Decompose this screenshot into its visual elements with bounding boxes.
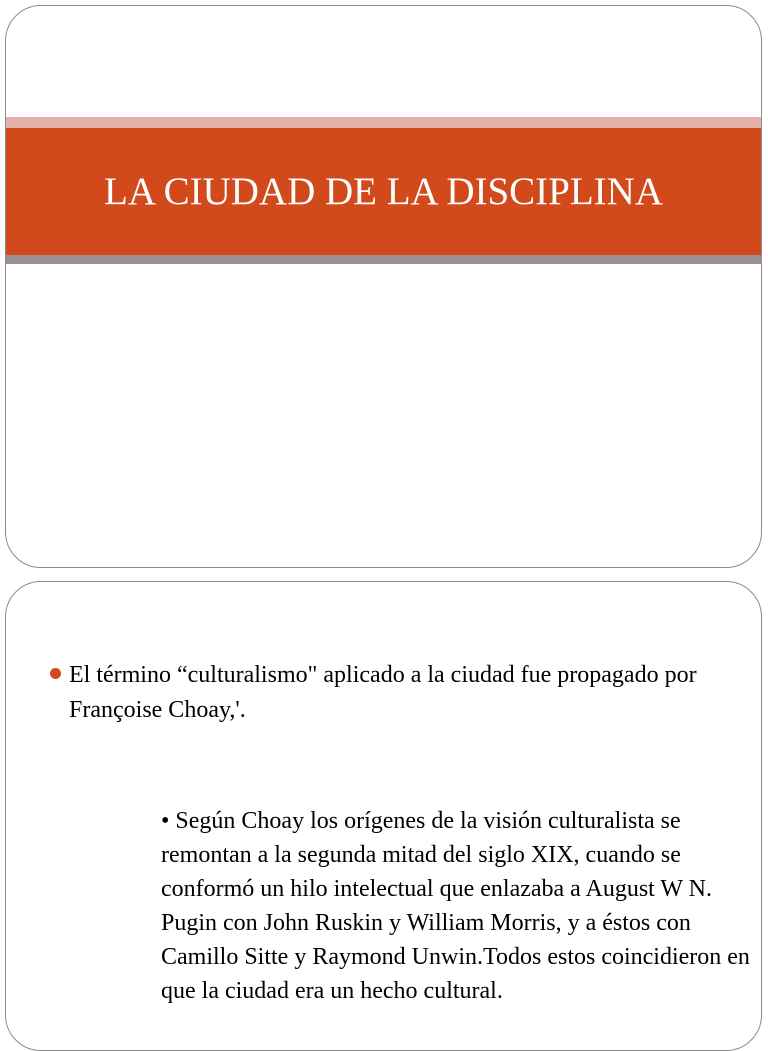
bullet-dot-icon	[50, 668, 61, 679]
slide-title: LA CIUDAD DE LA DISCIPLINA	[104, 170, 663, 213]
body-paragraph: • Según Choay los orígenes de la visión culturalista se remontan a la segunda mitad del siglo XIX, cuando se conformó un hilo intelectual que enlazaba a August W N. Pugin con John Ruskin y William Morris, y a éstos con Camillo Sitte y Raymond Unwin.Todos estos coincidieron en que la ciudad era un hecho cultural.	[161, 808, 750, 1004]
bullet-text: El término “culturalismo" aplicado a la ciudad fue propagado por Françoise Choay,'.	[69, 662, 697, 723]
bullet-item	[50, 658, 740, 728]
content-slide	[5, 581, 762, 1051]
title-band-bottom-strip	[6, 255, 761, 264]
title-slide	[5, 5, 762, 568]
